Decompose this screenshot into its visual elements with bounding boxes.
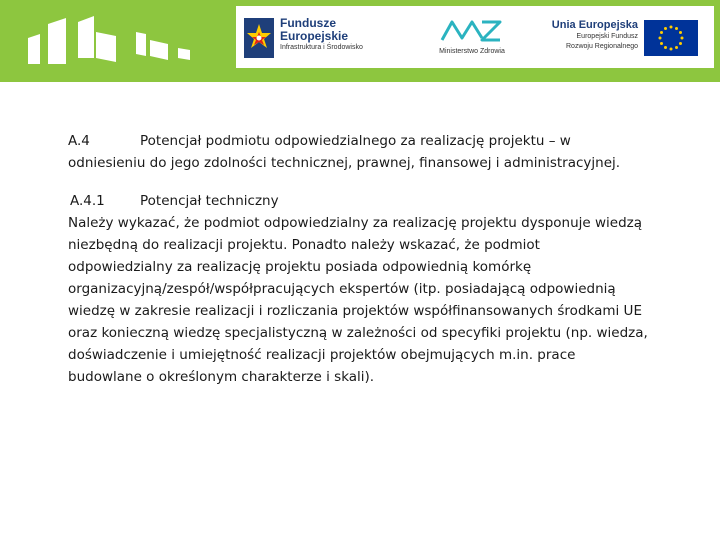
mz-logo-text: Ministerstwo Zdrowia xyxy=(439,48,505,55)
subsection-number: A.4.1 xyxy=(70,193,105,209)
fe-logo-line-2: Europejskie xyxy=(280,29,349,43)
section-title: Potencjał podmiotu odpowiedzialnego za realizację projektu – w odniesieniu do jego zdolności technicznej, prawnej, finansowej i administracyjnej. xyxy=(68,133,621,171)
document-content xyxy=(68,130,648,388)
section-heading xyxy=(68,130,648,174)
section-number: A.4 xyxy=(68,133,90,149)
fundusze-europejskie-logo xyxy=(244,14,414,62)
ministerstwo-zdrowia-logo xyxy=(432,14,512,62)
subsection-body: Należy wykazać, że podmiot odpowiedzialny za realizację projektu dysponuje wiedzą niezbędną do realizacji projektu. Ponadto należy wskazać, że podmiot odpowiedzialny za realizację projektu posiada odpowiednią komórkę organizacyjną/zespół/współpracujących ekspertów (itp. posiadającą odpowiednią wiedzę w zakresie realizacji i rozliczania projektów współfinansowanych środkami UE oraz konieczną wiedzę specjalistyczną w zależności od specyfiki projektu (np. wiedza, doświadczenie i umiejętność realizacji projektów obejmujących m.in. prace budowlane o określonym charakterze i skali). xyxy=(68,215,648,385)
ue-logo-line-2: Europejski Fundusz xyxy=(576,33,638,40)
mz-wave-icon xyxy=(438,14,504,46)
ue-logo-line-3: Rozwoju Regionalnego xyxy=(566,43,638,50)
header-bar xyxy=(0,0,720,82)
ue-logo-line-1: Unia Europejska xyxy=(551,19,638,31)
fundusze-europejskie-star-icon xyxy=(244,18,274,58)
eu-flag-icon xyxy=(644,20,698,56)
subsection-title: Potencjał techniczny xyxy=(140,193,279,209)
fe-logo-line-3: Infrastruktura i Środowisko xyxy=(280,44,363,51)
subsection-heading xyxy=(68,190,648,212)
fe-logo-line-1: Fundusze xyxy=(280,16,336,30)
logo-strip xyxy=(236,6,714,68)
unia-europejska-logo xyxy=(532,14,710,62)
decorative-shapes-icon xyxy=(18,10,208,72)
